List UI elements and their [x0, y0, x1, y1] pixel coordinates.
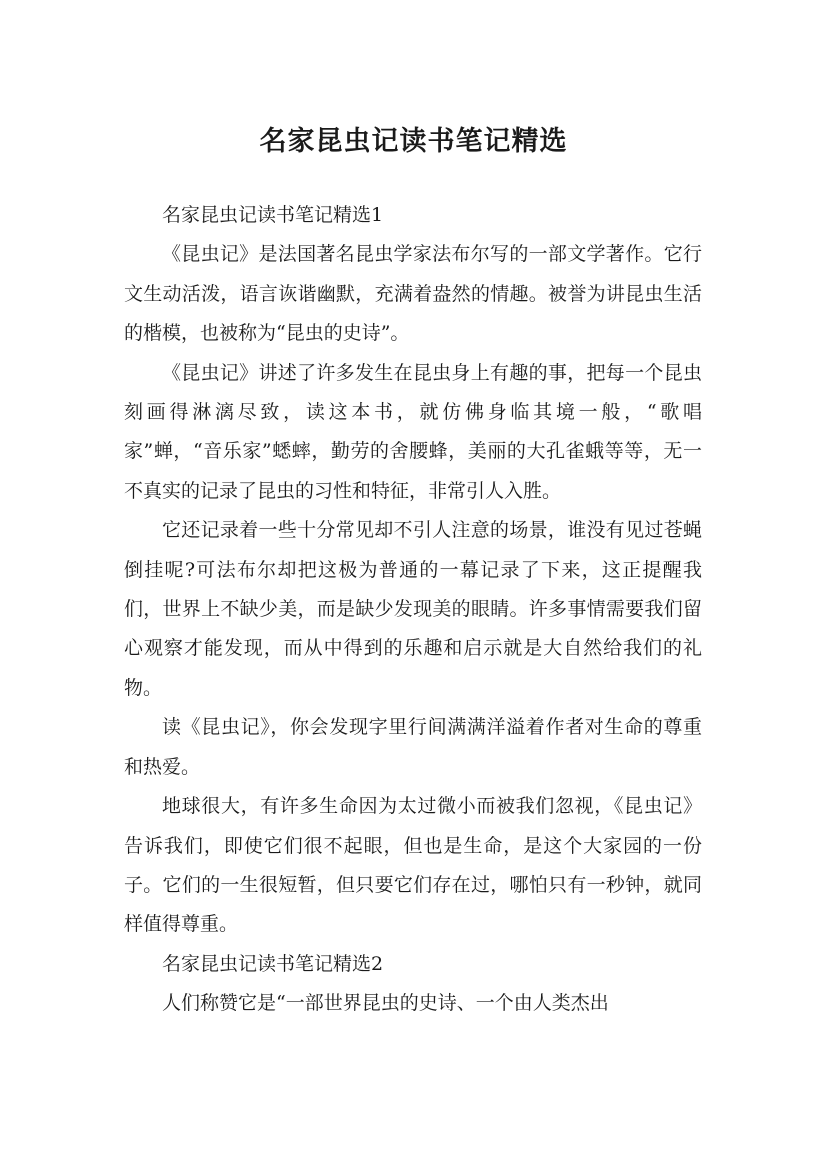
paragraph: 《昆虫记》讲述了许多发生在昆虫身上有趣的事，把每一个昆虫刻画得淋漓尽致，读这本书，就仿佛身临其境一般，“歌唱家”蝉，“音乐家”蟋蟀，勤劳的舍腰蜂，美丽的大孔雀蛾等等，无一不真实的记录了昆虫的习性和特征，非常引人入胜。 [124, 361, 702, 502]
paragraph: 它还记录着一些十分常见却不引人注意的场景，谁没有见过苍蝇倒挂呢?可法布尔却把这极为普通的一幕记录了下来，这正提醒我们，世界上不缺少美，而是缺少发现美的眼睛。许多事情需要我们留心观察才能发现，而从中得到的乐趣和启示就是大自然给我们的礼物。 [124, 519, 702, 699]
document-body [124, 196, 702, 1024]
section-heading-1: 名家昆虫记读书笔记精选1 [162, 204, 384, 226]
document-title: 名家昆虫记读书笔记精选 [259, 126, 568, 158]
paragraph: 《昆虫记》是法国著名昆虫学家法布尔写的一部文学著作。它行文生动活泼，语言诙谐幽默，充满着盎然的情趣。被誉为讲昆虫生活的楷模，也被称为“昆虫的史诗”。 [124, 243, 702, 345]
paragraph: 人们称赞它是“一部世界昆虫的史诗、一个由人类杰出 [162, 992, 609, 1015]
section-heading-2: 名家昆虫记读书笔记精选2 [162, 952, 384, 975]
paragraph: 地球很大，有许多生命因为太过微小而被我们忽视，《昆虫记》告诉我们，即使它们很不起眼，但也是生命，是这个大家园的一份子。它们的一生很短暂，但只要它们存在过，哪怕只有一秒钟，就同样值得尊重。 [124, 795, 702, 936]
paragraph: 读《昆虫记》，你会发现字里行间满满洋溢着作者对生命的尊重和热爱。 [124, 716, 702, 778]
